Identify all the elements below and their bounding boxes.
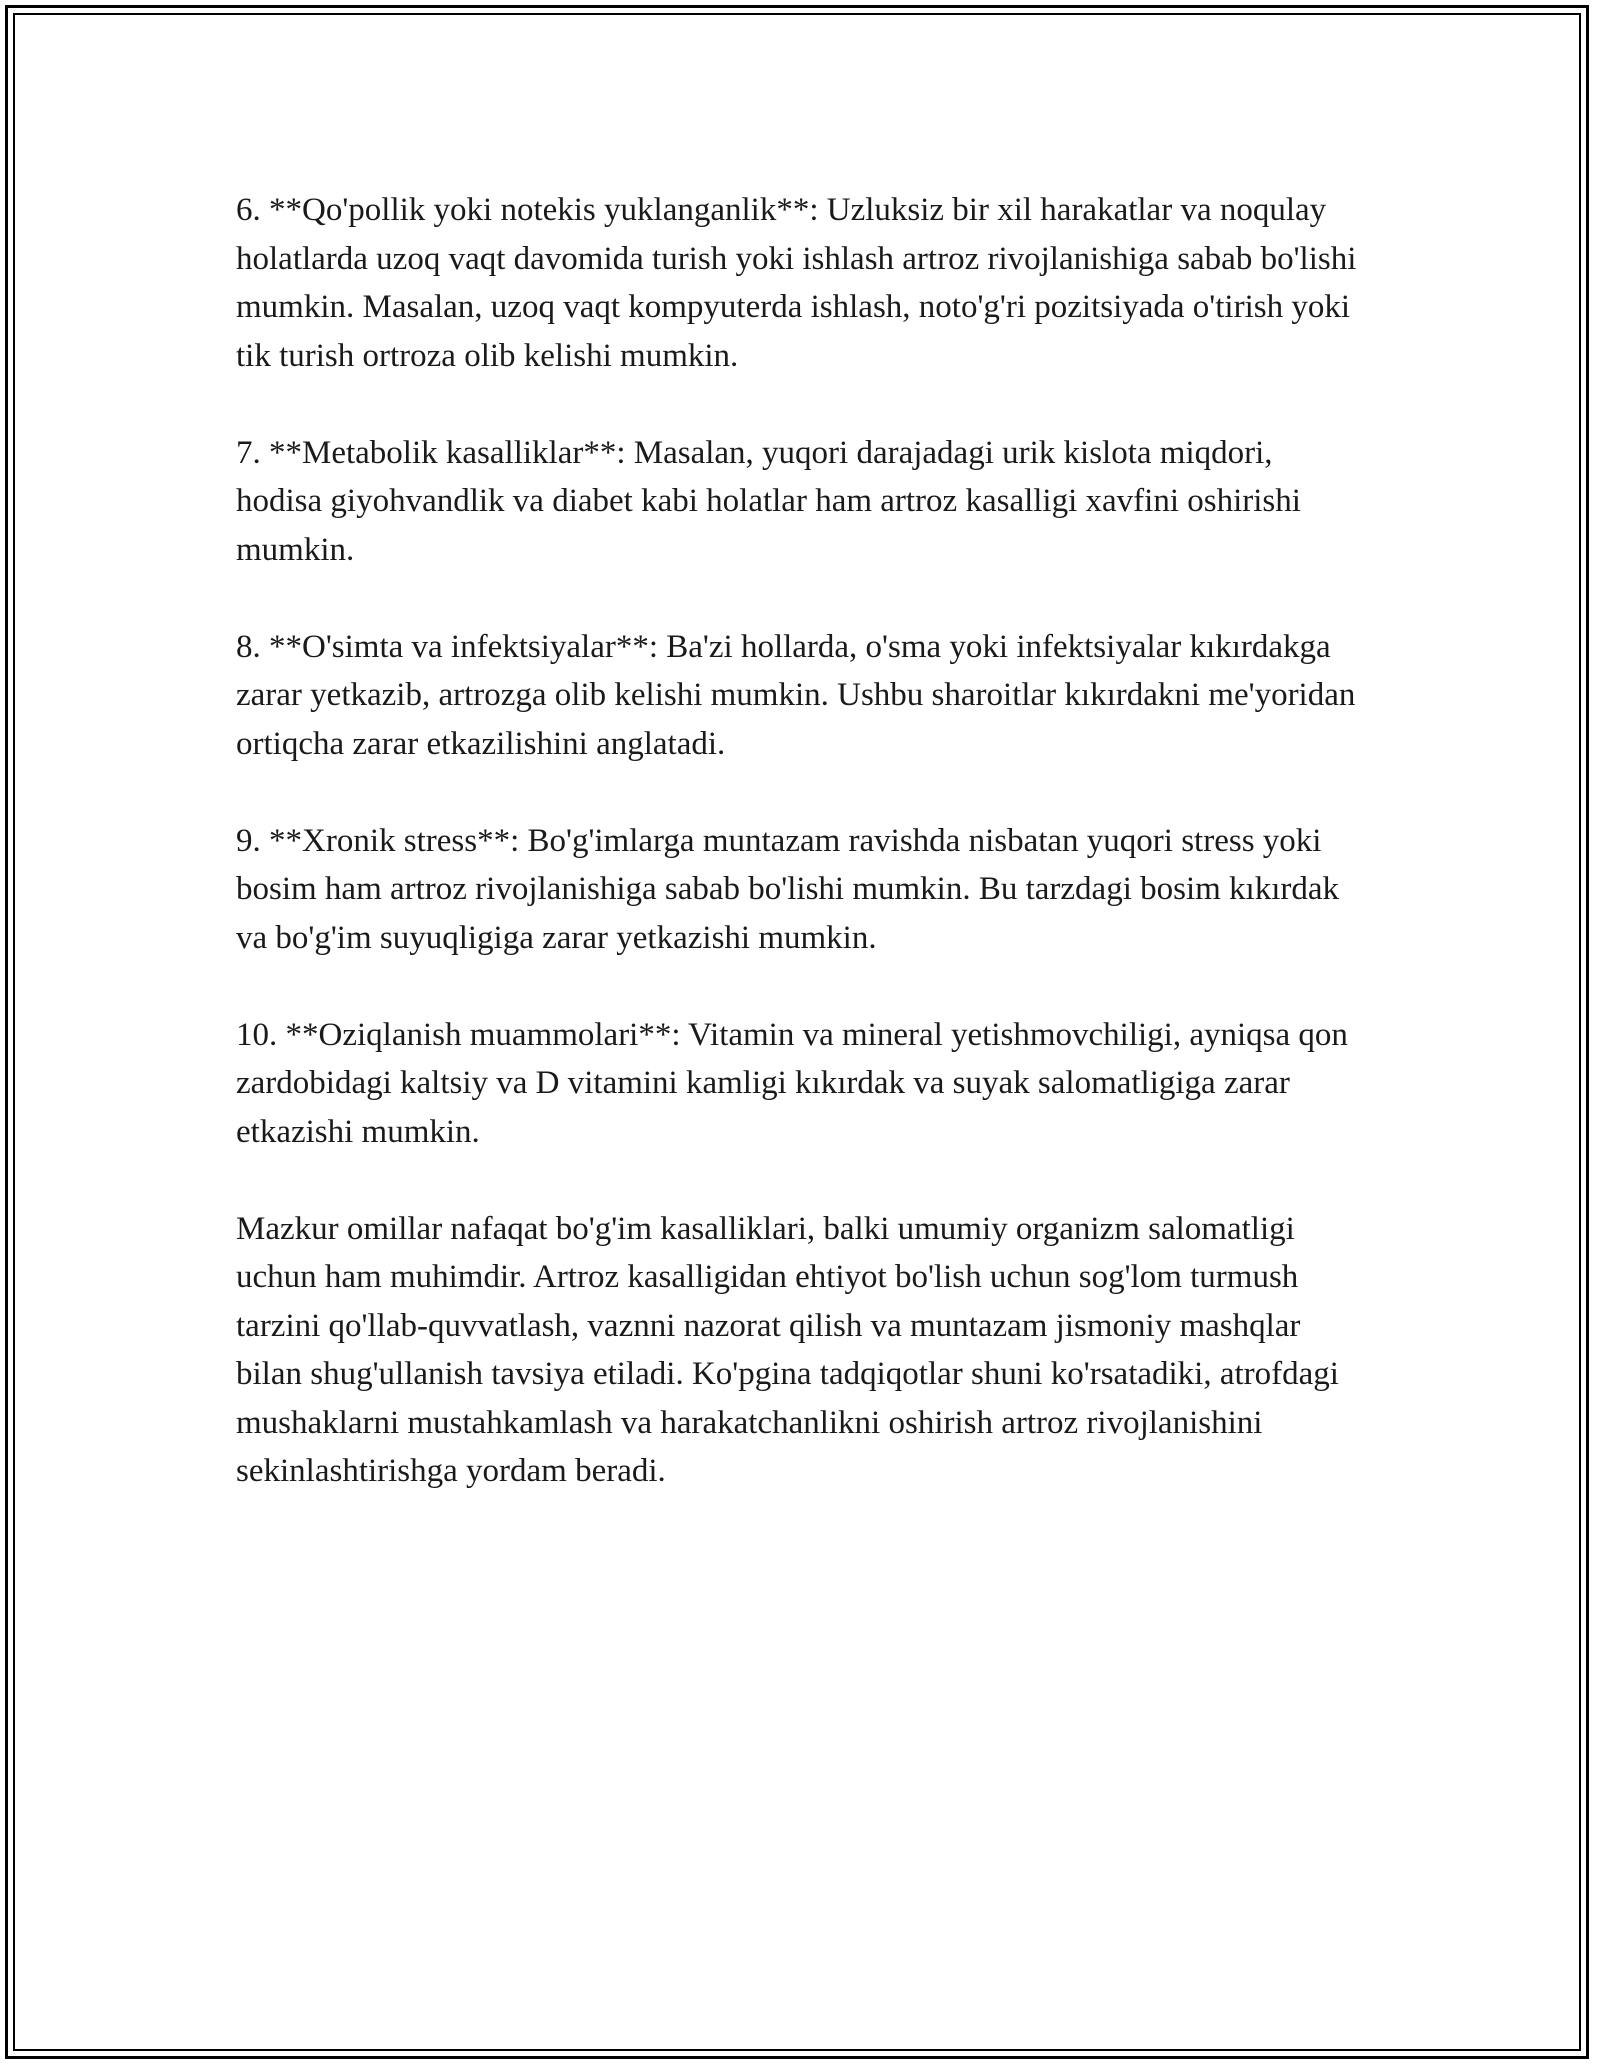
paragraph-item-8: 8. **O'simta va infektsiyalar**: Ba'zi hollarda, o'sma yoki infektsiyalar kıkırdakga zarar yetkazib, artrozga olib kelishi mumkin. Ushbu sharoitlar kıkırdakni me'yoridan ortiqcha zarar etkazilishini anglatadi. xyxy=(236,628,1356,762)
paragraph-item-6: 6. **Qo'pollik yoki notekis yuklanganlik**: Uzluksiz bir xil harakatlar va noqulay holatlarda uzoq vaqt davomida turish yoki ishlash artroz rivojlanishiga sabab bo'lishi mumkin. Masalan, uzoq vaqt kompyuterda ishlash, noto'g'ri pozitsiyada o'tirish yoki tik turish ortroza olib kelishi mumkin. xyxy=(236,192,1357,374)
paragraph-item-9: 9. **Xronik stress**: Bo'g'imlarga muntazam ravishda nisbatan yuqori stress yoki bosim ham artroz rivojlanishiga sabab bo'lishi mumkin. Bu tarzdagi bosim kıkırdak va bo'g'im suyuqligiga zarar yetkazishi mumkin. xyxy=(236,822,1340,956)
document-body xyxy=(236,186,1366,1496)
paragraph-item-7: 7. **Metabolik kasalliklar**: Masalan, yuqori darajadagi urik kislota miqdori, hodisa giyohvandlik va diabet kabi holatlar ham artroz kasalligi xavfini oshirishi mumkin. xyxy=(236,434,1301,568)
paragraph-item-10: 10. **Oziqlanish muammolari**: Vitamin va mineral yetishmovchiligi, ayniqsa qon zardobidagi kaltsiy va D vitamini kamligi kıkırdak va suyak salomatligiga zarar etkazishi mumkin. xyxy=(236,1016,1348,1150)
paragraph-conclusion: Mazkur omillar nafaqat bo'g'im kasalliklari, balki umumiy organizm salomatligi uchun ham muhimdir. Artroz kasalligidan ehtiyot bo'lish uchun sog'lom turmush tarzini qo'llab-quvvatlash, vaznni nazorat qilish va muntazam jismoniy mashqlar bilan shug'ullanish tavsiya etiladi. Ko'pgina tadqiqotlar shuni ko'rsatadiki, atrofdagi mushaklarni mustahkamlash va harakatchanlikni oshirish artroz rivojlanishini sekinlashtirishga yordam beradi. xyxy=(236,1210,1339,1489)
